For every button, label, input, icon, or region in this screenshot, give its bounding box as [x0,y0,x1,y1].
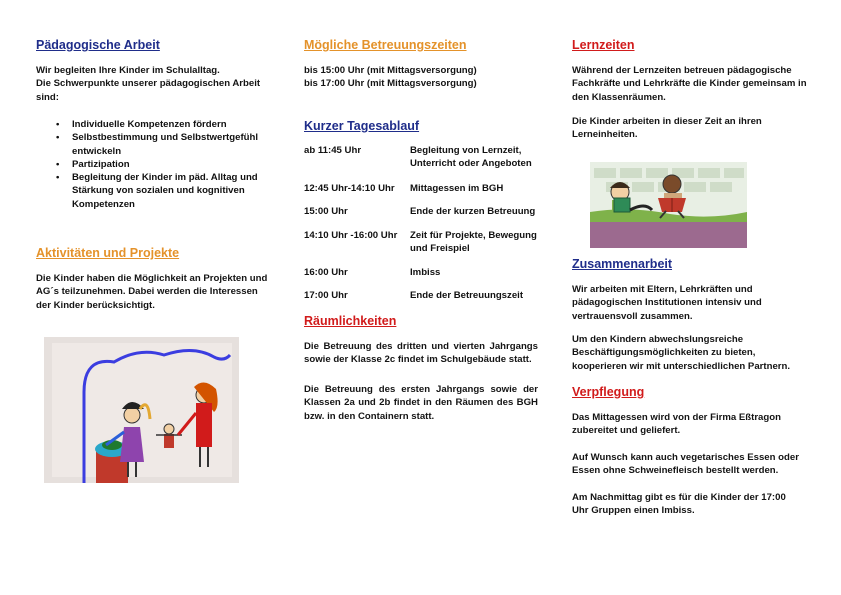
schedule-time: 16:00 Uhr [304,267,348,278]
schedule-row [304,182,554,196]
paed-intro-line-2: Die Schwerpunkte unserer pädagogischen Arbeit [36,78,261,90]
schedule-time: 12:45 Uhr-14:10 Uhr [304,183,395,194]
schedule-desc: Mittagessen im BGH [410,183,504,194]
heading-tagesablauf: Kurzer Tagesablauf [304,119,420,133]
schedule-time: 14:10 Uhr -16:00 Uhr [304,230,398,241]
paed-intro-line-1: Wir begleiten Ihre Kinder im Schulalltag. [36,65,220,76]
betreuungszeit-1: bis 15:00 Uhr (mit Mittagsversorgung) [304,65,477,76]
schedule-desc: Imbiss [410,267,441,278]
bullet-item: • Individuelle Kompetenzen fördern [56,118,266,131]
schedule-desc: Ende der Betreuungszeit [410,290,524,301]
paed-intro [36,64,276,104]
heading-aktivitaeten: Aktivitäten und Projekte [36,246,180,260]
schedule-row [304,266,554,280]
schedule-row [304,205,554,219]
heading-zusammenarbeit: Zusammenarbeit [572,257,673,271]
schedule-desc: Ende der kurzen Betreuung [410,206,536,217]
lern-paragraph-2: Die Kinder arbeiten in dieser Zeit an ihren Lerneinheiten. [572,116,762,141]
heading-lernzeiten: Lernzeiten [572,38,635,52]
bullet-item: • Selbstbestimmung und Selbstwertgefühl entwickeln [56,131,266,158]
paed-intro-line-3: sind: [36,91,59,103]
bullet-item: • Begleitung der Kinder im päd. Alltag und Stärkung von sozialen und kognitiven Kompetenzen [56,171,266,211]
reading-children-image [590,162,747,248]
aktiv-text: Die Kinder haben die Möglichkeit an Projekten und AG´s teilzunehmen. Dabei werden die Interessen der Kinder berücksichtigt. [36,273,268,311]
betreuungszeiten-list [304,64,554,91]
schedule-time: 15:00 Uhr [304,206,348,217]
schedule-row [304,144,554,172]
raeume-paragraph-2: Die Betreuung des ersten Jahrgangs sowie der Klassen 2a und 2b findet in den Räumen des BGH bzw. in den Containern statt. [304,384,538,422]
betreuungszeit-2: bis 17:00 Uhr (mit Mittagsversorgung) [304,78,477,90]
schedule-row [304,229,554,257]
schedule-desc: Begleitung von Lernzeit, Unterricht oder Angeboten [410,145,532,170]
heading-betreuungszeiten: Mögliche Betreuungszeiten [304,38,467,52]
lern-paragraph-1: Während der Lernzeiten betreuen pädagogische Fachkräfte und Lehrkräfte die Kinder gemeinsam in den Klassenräumen. [572,65,807,103]
bullet-item: • Partizipation [56,158,266,171]
verpf-paragraph-2: Auf Wunsch kann auch vegetarisches Essen oder Essen ohne Schweinefleisch bestellt werden. [572,452,799,477]
zusammen-paragraph-1: Wir arbeiten mit Eltern, Lehrkräften und pädagogischen Institutionen intensiv und vertrauensvoll zusammen. [572,284,762,322]
schedule-time: 17:00 Uhr [304,290,348,301]
children-drawing-image [44,337,239,483]
heading-verpflegung: Verpflegung [572,385,645,399]
verpf-paragraph-1: Das Mittagessen wird von der Firma Eßtragon zubereitet und geliefert. [572,412,781,437]
heading-raeumlichkeiten: Räumlichkeiten [304,314,397,328]
schedule-desc: Zeit für Projekte, Bewegung und Freispiel [410,230,537,255]
paed-bullet-list [56,118,266,211]
zusammen-paragraph-2: Um den Kindern abwechslungsreiche Beschäftigungsmöglichkeiten zu bieten, kooperieren wir mit unterschiedlichen Partnern. [572,334,791,372]
schedule-time: ab 11:45 Uhr [304,145,362,156]
heading-paedagogische-arbeit: Pädagogische Arbeit [36,38,160,52]
verpf-paragraph-3: Am Nachmittag gibt es für die Kinder der 17:00 Uhr Gruppen einen Imbiss. [572,492,786,517]
raeume-paragraph-1: Die Betreuung des dritten und vierten Jahrgangs sowie der Klasse 2c findet im Schulgebäude statt. [304,341,538,366]
schedule-row [304,289,554,303]
